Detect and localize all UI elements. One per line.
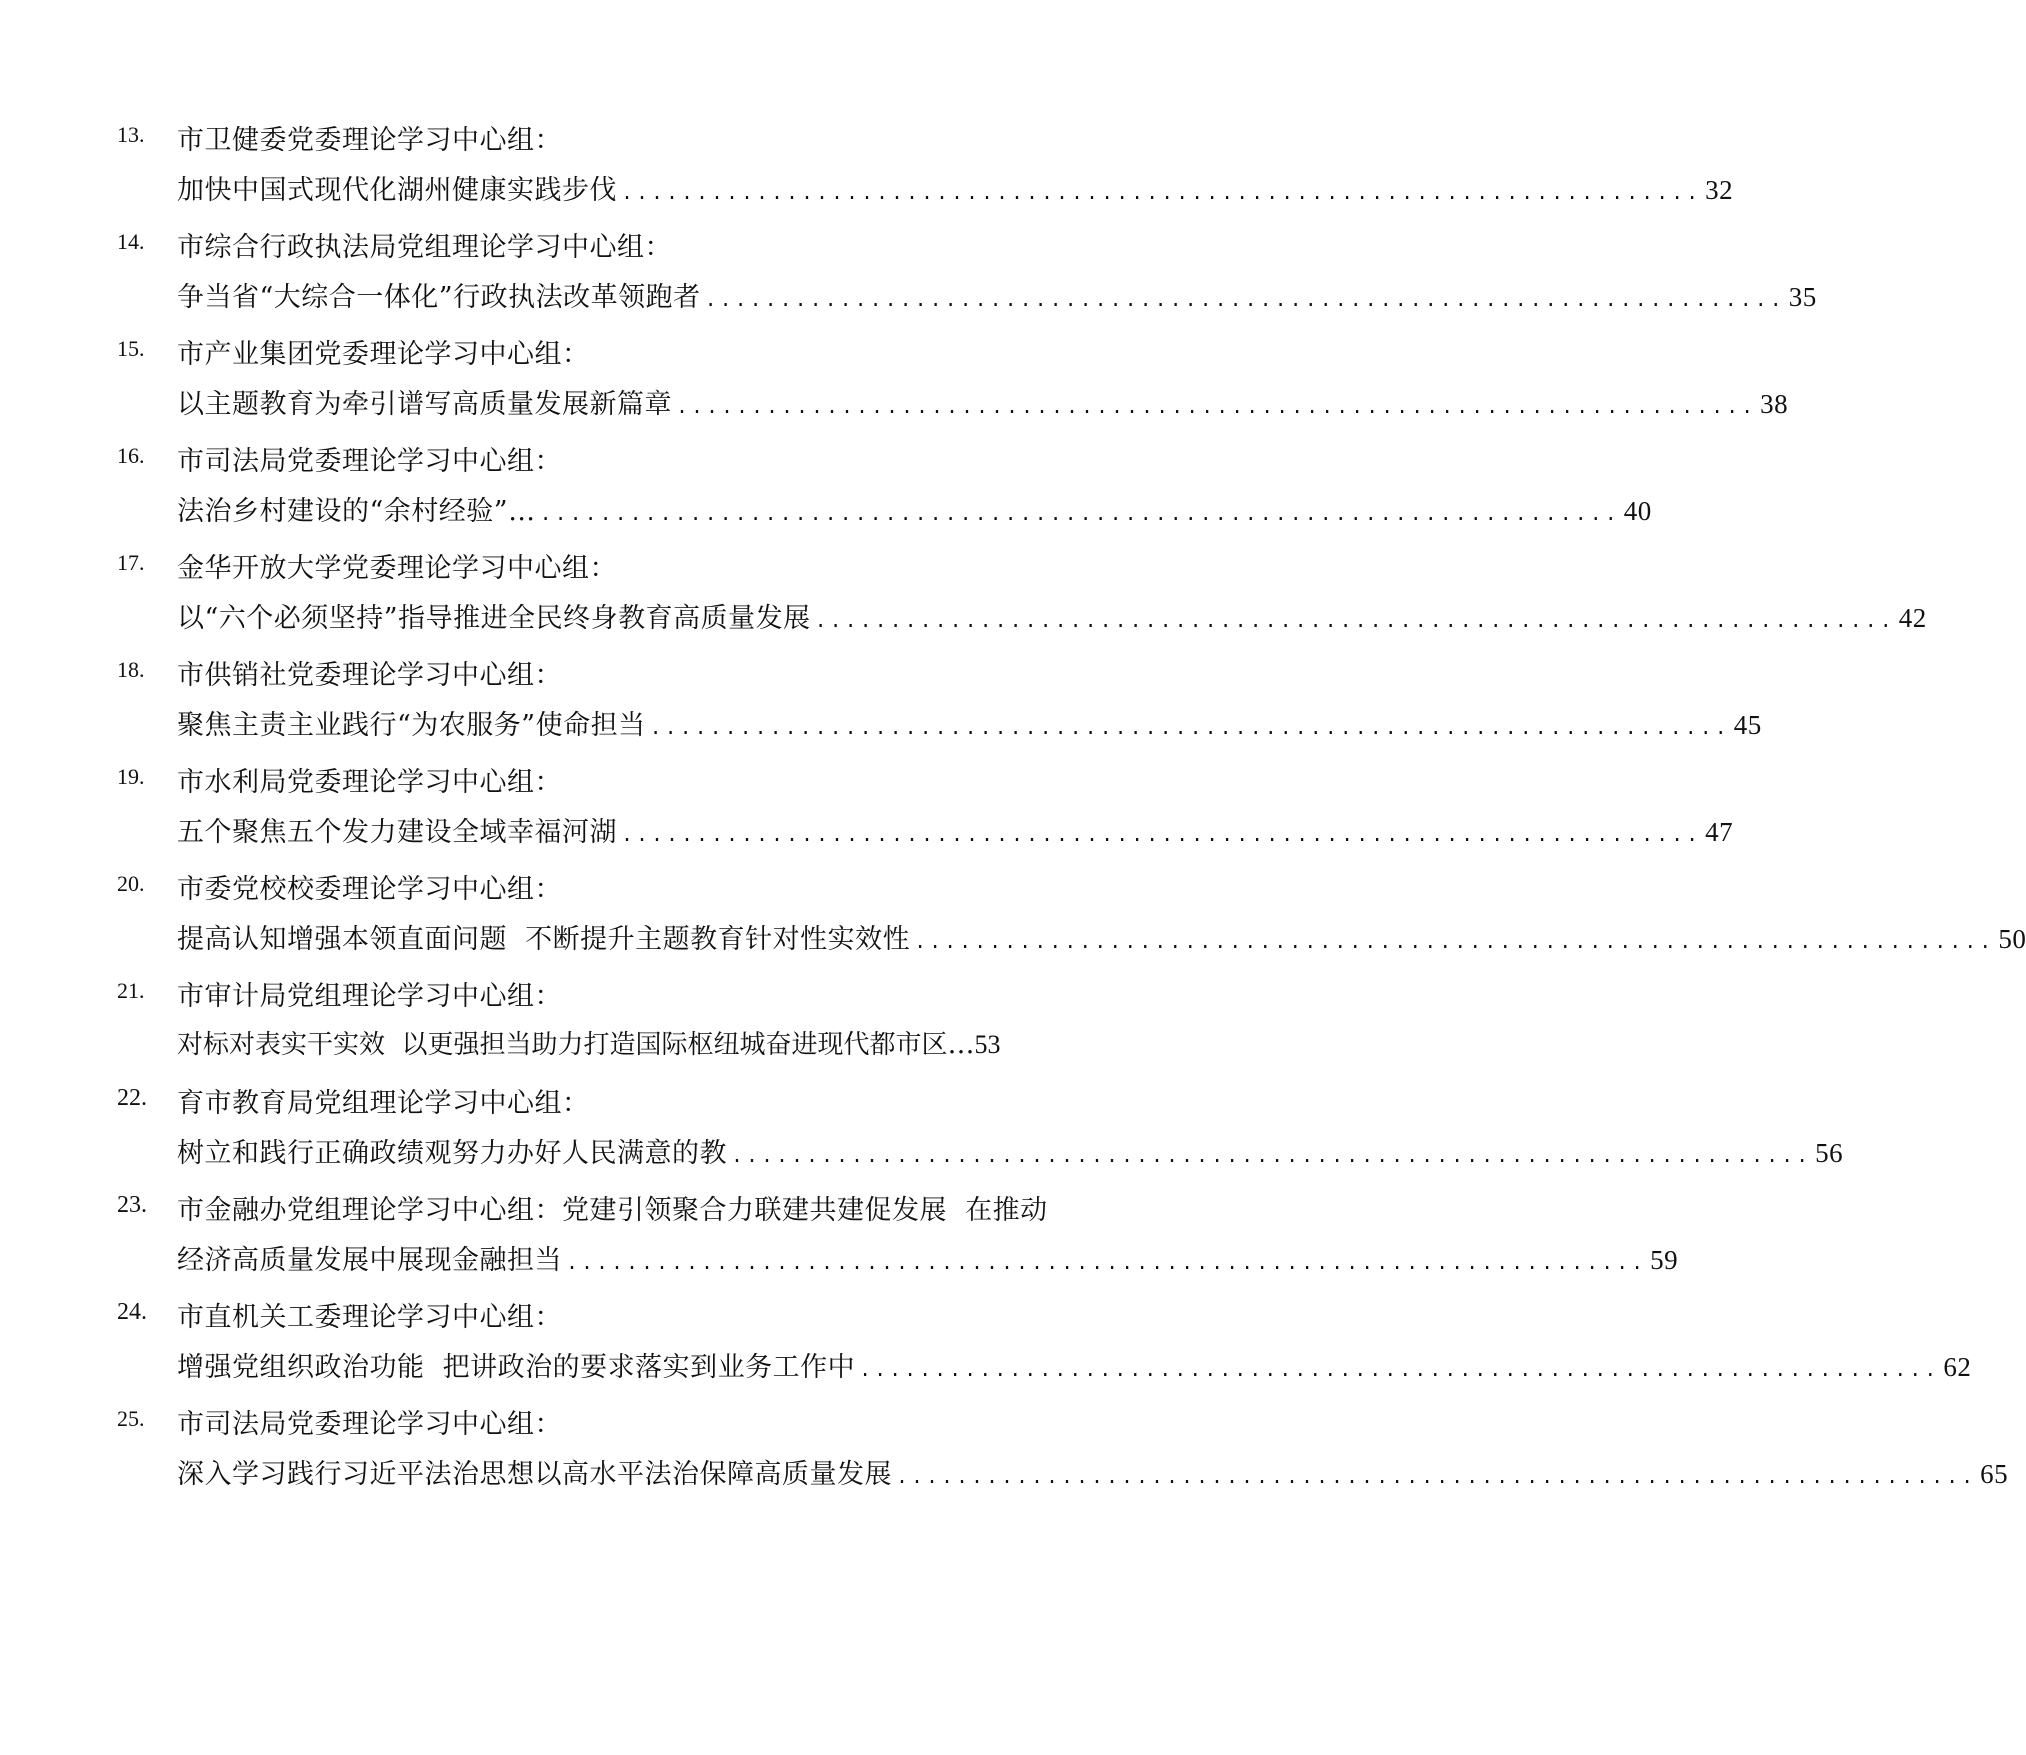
dot-leader: ........................................................................ xyxy=(676,397,1757,420)
page-number: 62 xyxy=(1943,1352,1972,1382)
toc-entry-title-line[interactable] xyxy=(177,1442,2009,1502)
dot-leader: ........................................................................ xyxy=(621,183,1702,206)
toc-entry-title-line[interactable] xyxy=(177,907,2026,967)
toc-entry-heading xyxy=(0,106,1240,166)
toc-entry-title-line[interactable] xyxy=(177,479,1652,539)
entry-organization: 市综合行政执法局党组理论学习中心组： xyxy=(177,232,672,263)
entry-number: 23. xyxy=(117,1192,147,1218)
entry-title: 争当省“大综合一体化”行政执法改革领跑者 xyxy=(177,282,701,313)
entry-organization: 育市教育局党组理论学习中心组： xyxy=(177,1088,590,1119)
toc-entry-heading xyxy=(0,427,1240,487)
dot-leader: ........................................................................ xyxy=(704,290,1785,313)
toc-entry-title-line[interactable] xyxy=(177,372,1789,432)
page-number: 40 xyxy=(1623,496,1652,526)
entry-number: 13. xyxy=(117,122,145,147)
toc-entry-title-line[interactable] xyxy=(177,1335,1972,1395)
entry-organization: 市司法局党委理论学习中心组： xyxy=(177,446,562,477)
toc-entry-title-line[interactable] xyxy=(177,693,1762,753)
entry-organization: 市委党校校委理论学习中心组： xyxy=(177,874,562,905)
entry-title: 以“六个必须坚持”指导推进全民终身教育高质量发展 xyxy=(177,603,811,634)
page-number: 42 xyxy=(1898,603,1927,633)
entry-number: 14. xyxy=(117,229,145,254)
page-number: 38 xyxy=(1760,389,1789,419)
toc-entry-heading xyxy=(0,213,1240,273)
toc-entry-title-line[interactable] xyxy=(177,158,1734,218)
toc-entry-heading xyxy=(0,748,1240,808)
page-number: 56 xyxy=(1815,1138,1844,1168)
toc-entry-heading xyxy=(0,855,1240,915)
dot-leader: ........................................................................ xyxy=(731,1146,1812,1169)
entry-number: 21. xyxy=(117,978,145,1003)
entry-title: 法治乡村建设的“余村经验”… xyxy=(177,496,536,527)
toc-entry-title-line[interactable] xyxy=(177,586,1927,646)
entry-organization: 市金融办党组理论学习中心组：党建引领聚合力联建共建促发展 在推动 xyxy=(177,1195,1048,1226)
page-number: 35 xyxy=(1788,282,1817,312)
entry-number: 20. xyxy=(117,871,145,896)
dot-leader: ........................................................................ xyxy=(566,1253,1647,1276)
entry-title: 以主题教育为牵引谱写高质量发展新篇章 xyxy=(177,389,672,420)
entry-number: 19. xyxy=(117,764,145,789)
ellipsis-leader: … xyxy=(947,1029,975,1060)
entry-number: 16. xyxy=(117,443,145,468)
toc-entry-heading xyxy=(0,962,1240,1022)
entry-organization: 市司法局党委理论学习中心组： xyxy=(177,1409,562,1440)
entry-number: 17. xyxy=(117,550,145,575)
page-number: 50 xyxy=(1998,924,2026,954)
entry-organization: 市卫健委党委理论学习中心组： xyxy=(177,125,562,156)
entry-organization: 市直机关工委理论学习中心组： xyxy=(177,1302,562,1333)
entry-organization: 市供销社党委理论学习中心组： xyxy=(177,660,562,691)
page-number: 32 xyxy=(1705,175,1734,205)
toc-entry-heading xyxy=(0,534,1240,594)
entry-title: 提高认知增强本领直面问题 不断提升主题教育针对性实效性 xyxy=(177,924,911,955)
entry-number: 18. xyxy=(117,657,145,682)
dot-leader: ........................................................................ xyxy=(539,504,1620,527)
dot-leader: ........................................................................ xyxy=(914,932,1995,955)
entry-number: 25. xyxy=(117,1406,145,1431)
dot-leader: ........................................................................ xyxy=(859,1360,1940,1383)
toc-entry-heading xyxy=(0,320,1240,380)
entry-title: 加快中国式现代化湖州健康实践步伐 xyxy=(177,175,617,206)
toc-entry-heading xyxy=(0,641,1240,701)
toc-entry-heading xyxy=(0,1390,1240,1450)
dot-leader: ........................................................................ xyxy=(621,825,1702,848)
entry-title: 五个聚焦五个发力建设全域幸福河湖 xyxy=(177,817,617,848)
dot-leader: ........................................................................ xyxy=(896,1467,1977,1490)
page-number: 65 xyxy=(1980,1459,2009,1489)
entry-title: 经济高质量发展中展现金融担当 xyxy=(177,1245,562,1276)
toc-entry-title-line[interactable] xyxy=(177,800,1734,860)
toc-entry-heading xyxy=(0,1069,1240,1129)
entry-title: 对标对表实干实效 以更强担当助力打造国际枢纽城奋进现代都市区 xyxy=(177,1030,948,1060)
toc-entry-title-line[interactable] xyxy=(177,1121,1844,1181)
dot-leader: ........................................................................ xyxy=(649,718,1730,741)
entry-title: 深入学习践行习近平法治思想以高水平法治保障高质量发展 xyxy=(177,1459,892,1490)
toc-entry-heading xyxy=(0,1176,1240,1236)
page-number: 47 xyxy=(1705,817,1734,847)
entry-number: 24. xyxy=(117,1299,147,1325)
entry-organization: 市审计局党组理论学习中心组： xyxy=(177,981,562,1012)
entry-title: 树立和践行正确政绩观努力办好人民满意的教 xyxy=(177,1138,727,1169)
dot-leader: ........................................................................ xyxy=(814,611,1895,634)
page-number: 59 xyxy=(1650,1245,1679,1275)
toc-entry-title-line[interactable] xyxy=(177,1014,1117,1074)
entry-organization: 市水利局党委理论学习中心组： xyxy=(177,767,562,798)
toc-entry-title-line[interactable] xyxy=(177,265,1817,325)
toc-entry-heading xyxy=(0,1283,1240,1343)
toc-entry-title-line[interactable] xyxy=(177,1228,1679,1288)
entry-organization: 市产业集团党委理论学习中心组： xyxy=(177,339,590,370)
entry-number: 22. xyxy=(117,1085,147,1111)
page-number: 53 xyxy=(974,1030,1001,1059)
entry-organization: 金华开放大学党委理论学习中心组： xyxy=(177,553,617,584)
entry-number: 15. xyxy=(117,336,145,361)
page-number: 45 xyxy=(1733,710,1762,740)
entry-title: 聚焦主责主业践行“为农服务”使命担当 xyxy=(177,710,646,741)
entry-title: 增强党组织政治功能 把讲政治的要求落实到业务工作中 xyxy=(177,1352,856,1383)
